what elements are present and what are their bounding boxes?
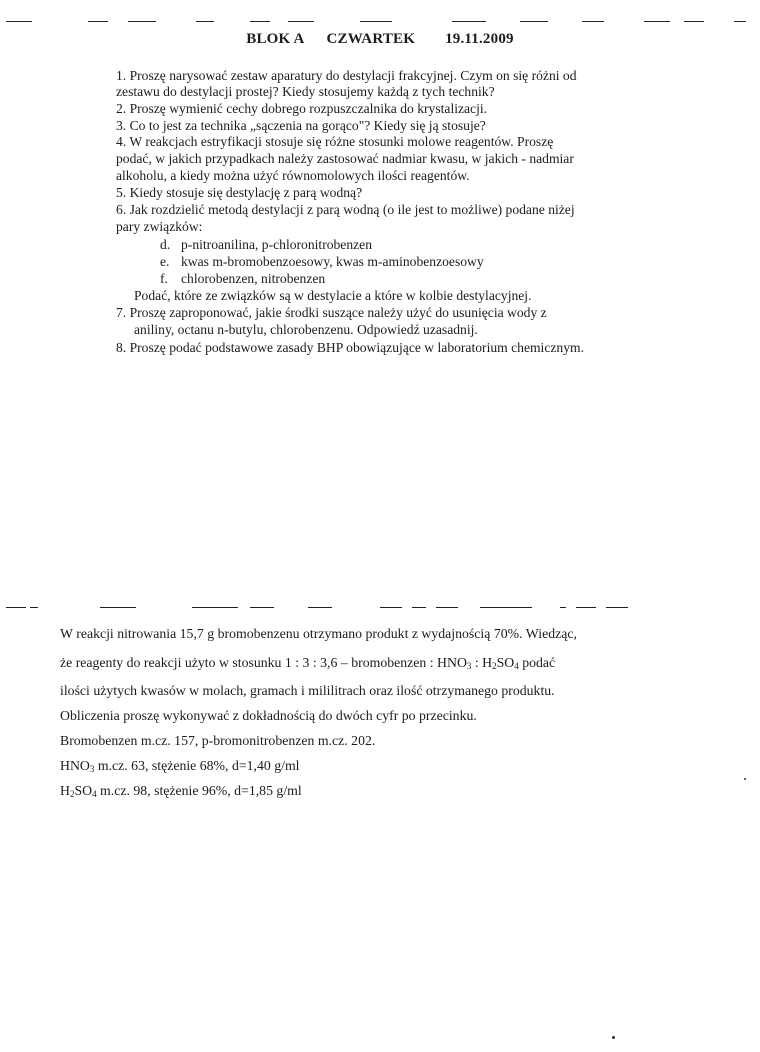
problem-line-5: Bromobenzen m.cz. 157, p-bromonitrobenzen m.cz. 202. (60, 733, 376, 748)
problem-line-7 (60, 783, 302, 799)
subscript: 3 (89, 764, 95, 774)
problem-line-7-text-a: H (60, 783, 70, 798)
question-4-line-1: 4. W reakcjach estryfikacji stosuje się różne stosunki molowe reagentów. Proszę (116, 134, 554, 149)
problem-line-4: Obliczenia proszę wykonywać z dokładnością do dwóch cyfr po przecinku. (60, 708, 477, 723)
subscript: 3 (466, 661, 472, 671)
problem-line-1: W reakcji nitrowania 15,7 g bromobenzenu otrzymano produkt z wydajnością 70%. Wiedząc, (60, 626, 577, 641)
date-label: 19.11.2009 (445, 31, 514, 47)
question-7-line-2: aniliny, octanu n-butylu, chlorobenzenu. Odpowiedź uzasadnij. (134, 322, 478, 337)
subscript: 2 (69, 789, 75, 799)
question-8: 8. Proszę podać podstawowe zasady BHP obowiązujące w laboratorium chemicznym. (116, 340, 584, 355)
subscript: 4 (92, 789, 97, 799)
subscript: 4 (514, 661, 519, 671)
question-1-line-1: 1. Proszę narysować zestaw aparatury do destylacji frakcyjnej. Czym on się różni od (116, 68, 577, 83)
question-6-item-e-text: kwas m-bromobenzoesowy, kwas m-aminobenzoesowy (181, 254, 484, 269)
question-6-item-f-letter: f. (160, 271, 168, 286)
question-2: 2. Proszę wymienić cechy dobrego rozpuszczalnika do krystalizacji. (116, 101, 488, 116)
question-3: 3. Co to jest za technika „sączenia na gorąco"? Kiedy się ją stosuje? (116, 118, 486, 133)
problem-line-2 (60, 655, 555, 671)
question-6-line-2: pary związków: (116, 219, 203, 234)
question-6-item-e-letter: e. (160, 254, 170, 269)
question-5: 5. Kiedy stosuje się destylację z parą wodną? (116, 185, 363, 200)
problem-line-3: ilości użytych kwasów w molach, gramach i mililitrach oraz ilość otrzymanego produktu. (60, 683, 555, 698)
question-6-footer: Podać, które ze związków są w destylacie a które w kolbie destylacyjnej. (134, 288, 532, 303)
question-6-item-f-text: chlorobenzen, nitrobenzen (181, 271, 326, 286)
subscript: 2 (492, 661, 497, 671)
question-4-line-3: alkoholu, a kiedy można użyć równomolowych ilości reagentów. (116, 168, 470, 183)
problem-line-2-text-a: że reagenty do reakcji użyto w stosunku 1 : 3 : 3,6 – bromobenzen : HNO (60, 655, 467, 670)
day-label: CZWARTEK (326, 31, 416, 47)
question-6-item-d-text: p-nitroanilina, p-chloronitrobenzen (181, 237, 373, 252)
problem-line-6-text-b: m.cz. 63, stężenie 68%, d=1,40 g/ml (94, 758, 300, 773)
page-header (0, 31, 760, 48)
question-4-line-2: podać, w jakich przypadkach należy zastosować nadmiar kwasu, w jakich - nadmiar (116, 151, 574, 166)
question-6-line-1: 6. Jak rozdzielić metodą destylacji z parą wodną (o ile jest to możliwe) podane niżej (116, 202, 575, 217)
scan-speck (744, 778, 746, 780)
scan-speck (612, 1036, 615, 1039)
problem-line-7-text-b: SO (74, 783, 93, 798)
problem-line-7-text-c: m.cz. 98, stężenie 96%, d=1,85 g/ml (96, 783, 302, 798)
block-label: BLOK A (246, 31, 305, 47)
question-1-line-2: zestawu do destylacji prostej? Kiedy stosujemy każdą z tych technik? (116, 84, 495, 99)
question-6-item-d-letter: d. (160, 237, 171, 252)
problem-line-6-text-a: HNO (60, 758, 90, 773)
problem-line-2-text-b: : H (471, 655, 493, 670)
problem-line-2-text-c: SO (496, 655, 515, 670)
problem-line-2-text-d: podać (518, 655, 556, 670)
problem-line-6 (60, 758, 300, 774)
question-7-line-1: 7. Proszę zaproponować, jakie środki suszące należy użyć do usunięcia wody z (116, 305, 547, 320)
